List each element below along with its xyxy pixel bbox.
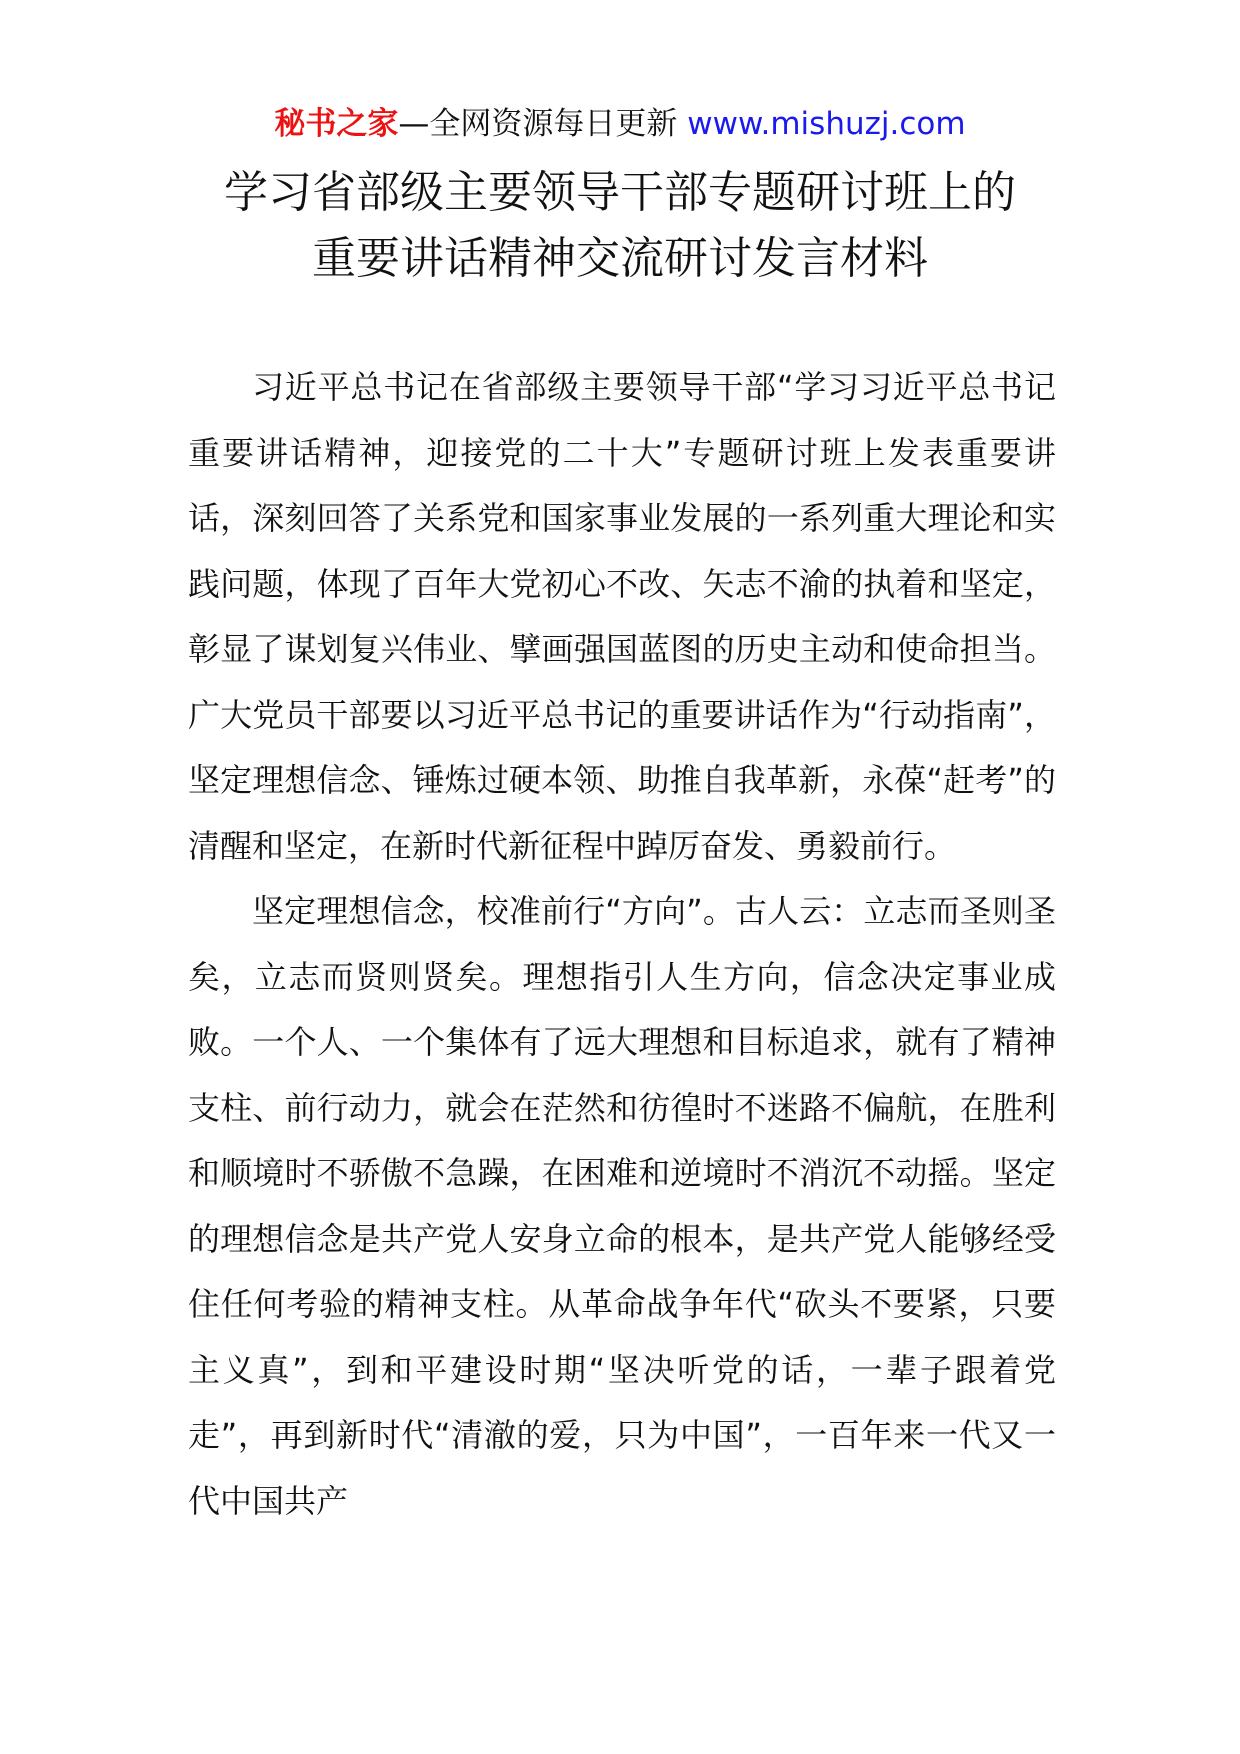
document-title-line-2: 重要讲话精神交流研讨发言材料 [312, 233, 928, 284]
body-paragraph-2: 坚定理想信念，校准前行“方向”。古人云：立志而圣则圣矣，立志而贤则贤矣。理想指引人生方向，信念决定事业成败。一个人、一个集体有了远大理想和目标追求，就有了精神支柱、前行动力，就会在茫然和彷徨时不迷路不偏航，在胜利和顺境时不骄傲不急躁，在困难和逆境时不消沉不动摇。坚定的理想信念是共产党人安身立命的根本，是共产党人能够经受住任何考验的精神支柱。从革命战争年代“砍头不要紧，只要主义真”，到和平建设时期“坚决听党的话，一辈子跟着党走”，再到新时代“清澈的爱，只为中国”，一百年来一代又一代中国共产 [188, 892, 1056, 1520]
body-paragraph-1: 习近平总书记在省部级主要领导干部“学习习近平总书记重要讲话精神，迎接党的二十大”专题研讨班上发表重要讲话，深刻回答了关系党和国家事业发展的一系列重大理论和实践问题，体现了百年大党初心不改、矢志不渝的执着和坚定，彰显了谋划复兴伟业、擘画强国蓝图的历史主动和使命担当。广大党员干部要以习近平总书记的重要讲话作为“行动指南”，坚定理想信念、锤炼过硬本领、助推自我革新，永葆“赶考”的清醒和坚定，在新时代新征程中踔厉奋发、勇毅前行。 [188, 368, 1056, 865]
document-body [188, 355, 1056, 1534]
document-title [0, 160, 1240, 292]
site-name: 秘书之家 [274, 106, 399, 142]
site-header-banner [0, 102, 1240, 146]
site-url-link[interactable]: www.mishuzj.com [687, 106, 966, 142]
site-slogan: —全网资源每日更新 [398, 106, 688, 142]
document-title-line-1: 学习省部级主要领导干部专题研讨班上的 [224, 167, 1016, 218]
